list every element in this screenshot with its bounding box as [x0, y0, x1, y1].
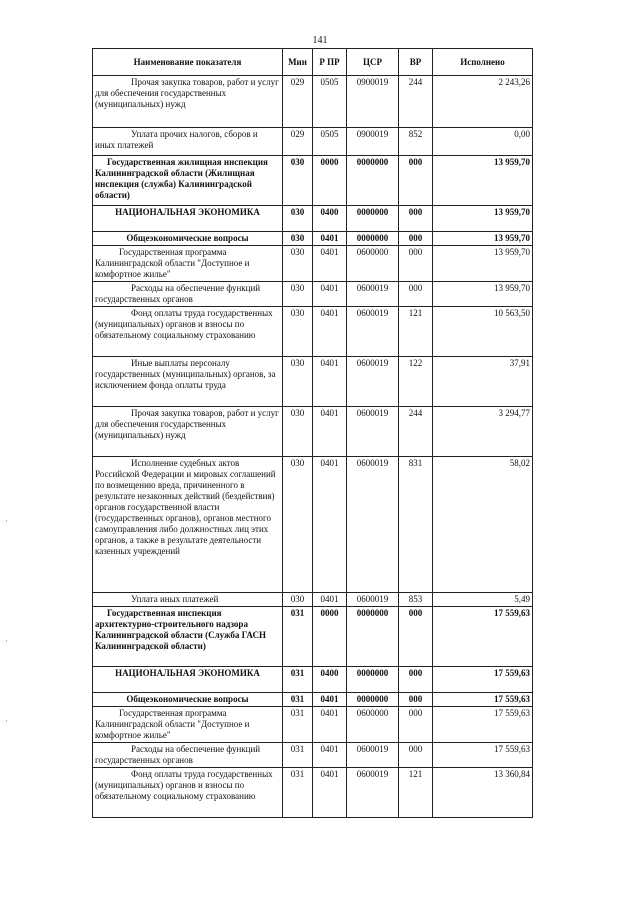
cell-csr: 0600000: [347, 246, 399, 282]
cell-vr: 852: [399, 128, 433, 156]
table-row: [93, 607, 533, 667]
cell-name: НАЦИОНАЛЬНАЯ ЭКОНОМИКА: [93, 206, 283, 232]
cell-csr: 0900019: [347, 128, 399, 156]
table-row: [93, 743, 533, 768]
cell-name: Общеэкономические вопросы: [93, 232, 283, 246]
cell-name: Государственная инспекция архитектурно-строительного надзора Калининградской области (Служба ГАСН Калининградской области): [93, 607, 283, 667]
cell-rpr: 0401: [313, 743, 347, 768]
table-row: [93, 768, 533, 818]
cell-vr: 000: [399, 232, 433, 246]
cell-name: Государственная жилищная инспекция Калининградской области (Жилищная инспекция (служба) Калининградской области): [93, 156, 283, 206]
cell-min: 030: [283, 307, 313, 357]
cell-rpr: 0000: [313, 156, 347, 206]
table-row: [93, 156, 533, 206]
table-row: [93, 232, 533, 246]
cell-min: 031: [283, 707, 313, 743]
cell-vr: 122: [399, 357, 433, 407]
cell-min: 030: [283, 357, 313, 407]
cell-min: 030: [283, 206, 313, 232]
cell-amount: 37,91: [433, 357, 533, 407]
cell-vr: 000: [399, 206, 433, 232]
table-row: [93, 76, 533, 128]
cell-csr: 0600000: [347, 707, 399, 743]
cell-csr: 0000000: [347, 232, 399, 246]
cell-vr: 121: [399, 307, 433, 357]
cell-name: Расходы на обеспечение функций государственных органов: [93, 743, 283, 768]
cell-min: 029: [283, 128, 313, 156]
cell-rpr: 0401: [313, 357, 347, 407]
cell-vr: 000: [399, 707, 433, 743]
cell-amount: 17 559,63: [433, 607, 533, 667]
cell-csr: 0000000: [347, 156, 399, 206]
cell-rpr: 0401: [313, 407, 347, 457]
cell-amount: 17 559,63: [433, 707, 533, 743]
table-header-row: [93, 49, 533, 76]
header-vr: ВР: [399, 49, 433, 76]
cell-min: 031: [283, 693, 313, 707]
table-row: [93, 282, 533, 307]
cell-csr: 0000000: [347, 206, 399, 232]
cell-vr: 121: [399, 768, 433, 818]
cell-rpr: 0401: [313, 307, 347, 357]
cell-vr: 000: [399, 156, 433, 206]
cell-amount: 13 959,70: [433, 206, 533, 232]
cell-min: 030: [283, 232, 313, 246]
cell-name: Фонд оплаты труда государственных (муниципальных) органов и взносы по обязательному социальному страхованию: [93, 768, 283, 818]
cell-name: Уплата иных платежей: [93, 593, 283, 607]
cell-amount: 17 559,63: [433, 667, 533, 693]
table-row: [93, 693, 533, 707]
table-row: [93, 206, 533, 232]
cell-csr: 0600019: [347, 593, 399, 607]
cell-amount: 5,49: [433, 593, 533, 607]
cell-rpr: 0400: [313, 667, 347, 693]
cell-rpr: 0401: [313, 707, 347, 743]
cell-name: Прочая закупка товаров, работ и услуг для обеспечения государственных (муниципальных) нужд: [93, 407, 283, 457]
cell-min: 029: [283, 76, 313, 128]
cell-csr: 0000000: [347, 607, 399, 667]
header-amount: Исполнено: [433, 49, 533, 76]
cell-vr: 000: [399, 282, 433, 307]
cell-amount: 0,00: [433, 128, 533, 156]
cell-csr: 0600019: [347, 307, 399, 357]
table-row: [93, 246, 533, 282]
cell-rpr: 0401: [313, 768, 347, 818]
cell-csr: 0900019: [347, 76, 399, 128]
cell-vr: 244: [399, 407, 433, 457]
table-body: [93, 76, 533, 818]
cell-name: Исполнение судебных актов Российской Федерации и мировых соглашений по возмещению вреда, причиненного в результате незаконных действий (бездействия) органов государственной власти (государственных органов), органов местного самоуправления либо должностных лиц этих органов, а также в результате деятельности казенных учреждений: [93, 457, 283, 593]
table-row: [93, 128, 533, 156]
cell-rpr: 0401: [313, 593, 347, 607]
cell-vr: 000: [399, 693, 433, 707]
cell-vr: 244: [399, 76, 433, 128]
cell-min: 030: [283, 593, 313, 607]
cell-amount: 13 360,84: [433, 768, 533, 818]
cell-csr: 0600019: [347, 282, 399, 307]
cell-amount: 10 563,50: [433, 307, 533, 357]
cell-rpr: 0401: [313, 282, 347, 307]
cell-csr: 0600019: [347, 768, 399, 818]
cell-min: 030: [283, 457, 313, 593]
cell-amount: 2 243,26: [433, 76, 533, 128]
cell-name: Расходы на обеспечение функций государственных органов: [93, 282, 283, 307]
cell-min: 031: [283, 768, 313, 818]
cell-rpr: 0401: [313, 232, 347, 246]
cell-name: Фонд оплаты труда государственных (муниципальных) органов и взносы по обязательному социальному страхованию: [93, 307, 283, 357]
cell-min: 030: [283, 156, 313, 206]
page-number: 141: [312, 35, 328, 46]
header-rpr: Р ПР: [313, 49, 347, 76]
cell-min: 031: [283, 743, 313, 768]
table-row: [93, 667, 533, 693]
table-row: [93, 407, 533, 457]
cell-vr: 000: [399, 607, 433, 667]
cell-vr: 000: [399, 246, 433, 282]
table-row: [93, 457, 533, 593]
cell-name: НАЦИОНАЛЬНАЯ ЭКОНОМИКА: [93, 667, 283, 693]
cell-rpr: 0401: [313, 693, 347, 707]
cell-name: Уплата прочих налогов, сборов и иных платежей: [93, 128, 283, 156]
cell-csr: 0000000: [347, 667, 399, 693]
header-min: Мин: [283, 49, 313, 76]
cell-csr: 0600019: [347, 357, 399, 407]
cell-rpr: 0401: [313, 457, 347, 593]
cell-min: 030: [283, 282, 313, 307]
cell-min: 031: [283, 607, 313, 667]
cell-csr: 0600019: [347, 457, 399, 593]
table-row: [93, 357, 533, 407]
cell-vr: 000: [399, 743, 433, 768]
cell-amount: 13 959,70: [433, 156, 533, 206]
cell-name: Иные выплаты персоналу государственных (муниципальных) органов, за исключением фонда оплаты труда: [93, 357, 283, 407]
cell-csr: 0000000: [347, 693, 399, 707]
cell-min: 031: [283, 667, 313, 693]
cell-name: Прочая закупка товаров, работ и услуг для обеспечения государственных (муниципальных) нужд: [93, 76, 283, 128]
cell-rpr: 0505: [313, 128, 347, 156]
cell-min: 030: [283, 246, 313, 282]
cell-name: Государственная программа Калининградской области "Доступное и комфортное жилье": [93, 707, 283, 743]
cell-name: Общеэкономические вопросы: [93, 693, 283, 707]
cell-amount: 13 959,70: [433, 232, 533, 246]
budget-execution-table: [92, 48, 533, 818]
header-name: Наименование показателя: [93, 49, 283, 76]
cell-amount: 13 959,70: [433, 246, 533, 282]
cell-rpr: 0000: [313, 607, 347, 667]
cell-csr: 0600019: [347, 407, 399, 457]
cell-rpr: 0401: [313, 246, 347, 282]
table-row: [93, 593, 533, 607]
cell-rpr: 0505: [313, 76, 347, 128]
cell-min: 030: [283, 407, 313, 457]
cell-vr: 000: [399, 667, 433, 693]
cell-amount: 17 559,63: [433, 693, 533, 707]
cell-name: Государственная программа Калининградской области "Доступное и комфортное жилье": [93, 246, 283, 282]
cell-amount: 17 559,63: [433, 743, 533, 768]
scan-mark: [6, 640, 7, 642]
cell-vr: 853: [399, 593, 433, 607]
cell-amount: 58,02: [433, 457, 533, 593]
cell-vr: 831: [399, 457, 433, 593]
cell-amount: 13 959,70: [433, 282, 533, 307]
scan-mark: [6, 520, 7, 522]
table-row: [93, 307, 533, 357]
header-csr: ЦСР: [347, 49, 399, 76]
scan-mark: [6, 720, 7, 722]
table-row: [93, 707, 533, 743]
cell-rpr: 0400: [313, 206, 347, 232]
cell-csr: 0600019: [347, 743, 399, 768]
cell-amount: 3 294,77: [433, 407, 533, 457]
